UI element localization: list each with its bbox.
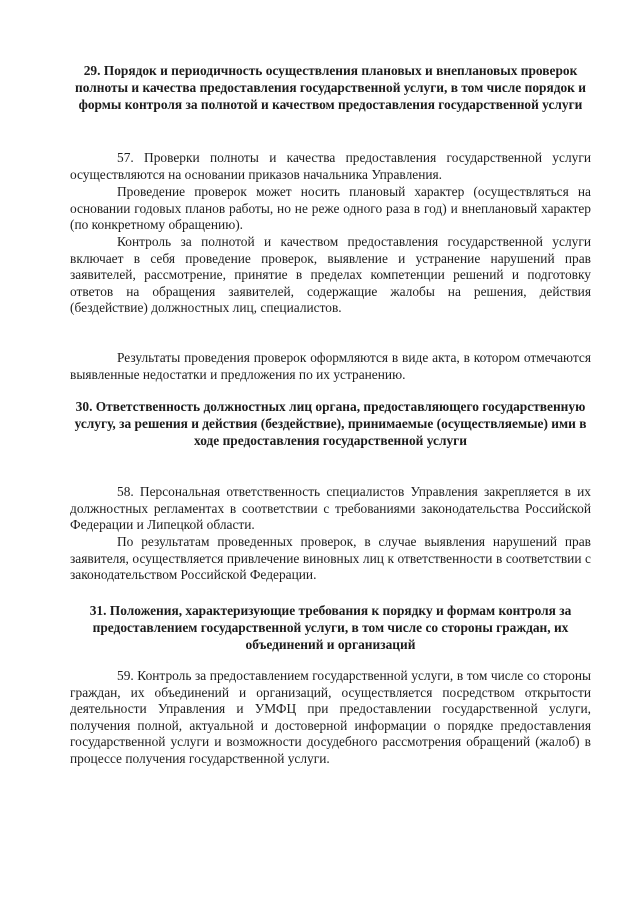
section-30-paragraph-liability: По результатам проведенных проверок, в случае выявления нарушений прав заявителя, осуществляется привлечение виновных лиц к ответственности в соответствии с законодательством Российской Федерации. bbox=[70, 534, 591, 583]
section-29-paragraph-57: 57. Проверки полноты и качества предоставления государственной услуги осуществляются на основании приказов начальника Управления. bbox=[70, 150, 591, 182]
section-29-paragraph-control-scope: Контроль за полнотой и качеством предоставления государственной услуги включает в себя проведение проверок, выявление и устранение нарушений прав заявителей, рассмотрение, принятие в пределах компетенции решений и подготовку ответов на обращения заявителей, содержащие жалобы на решения, действия (бездействие) должностных лиц, специалистов. bbox=[70, 234, 591, 316]
section-30-paragraph-58: 58. Персональная ответственность специалистов Управления закрепляется в их должностных регламентах в соответствии с требованиями законодательства Российской Федерации и Липецкой области. bbox=[70, 484, 591, 533]
section-31-heading: 31. Положения, характеризующие требования к порядку и формам контроля за предоставлением государственной услуги, в том числе со стороны граждан, их объединений и организаций bbox=[89, 603, 572, 653]
section-31-paragraph-59: 59. Контроль за предоставлением государственной услуги, в том числе со стороны граждан, их объединений и организаций, осуществляется посредством открытости деятельности Управления и УМФЦ при предоставлении государственной услуги, получения полной, актуальной и достоверной информации о порядке предоставления государственной услуги и возможности досудебного рассмотрения обращений (жалоб) в процессе получения государственной услуги. bbox=[70, 668, 591, 766]
section-29-heading: 29. Порядок и периодичность осуществления плановых и внеплановых проверок полноты и качества предоставления государственной услуги, в том числе порядок и формы контроля за полнотой и качеством предоставления государственной услуги bbox=[75, 63, 586, 113]
section-29-paragraph-results: Результаты проведения проверок оформляются в виде акта, в котором отмечаются выявленные недостатки и предложения по их устранению. bbox=[70, 350, 591, 382]
section-29-paragraph-planned-checks: Проведение проверок может носить плановый характер (осуществляться на основании годовых планов работы, но не реже одного раза в год) и внеплановый характер (по конкретному обращению). bbox=[70, 184, 591, 233]
section-30-heading: 30. Ответственность должностных лиц органа, предоставляющего государственную услугу, за решения и действия (бездействие), принимаемые (осуществляемые) ими в ходе предоставления государственной услуги bbox=[74, 399, 587, 449]
